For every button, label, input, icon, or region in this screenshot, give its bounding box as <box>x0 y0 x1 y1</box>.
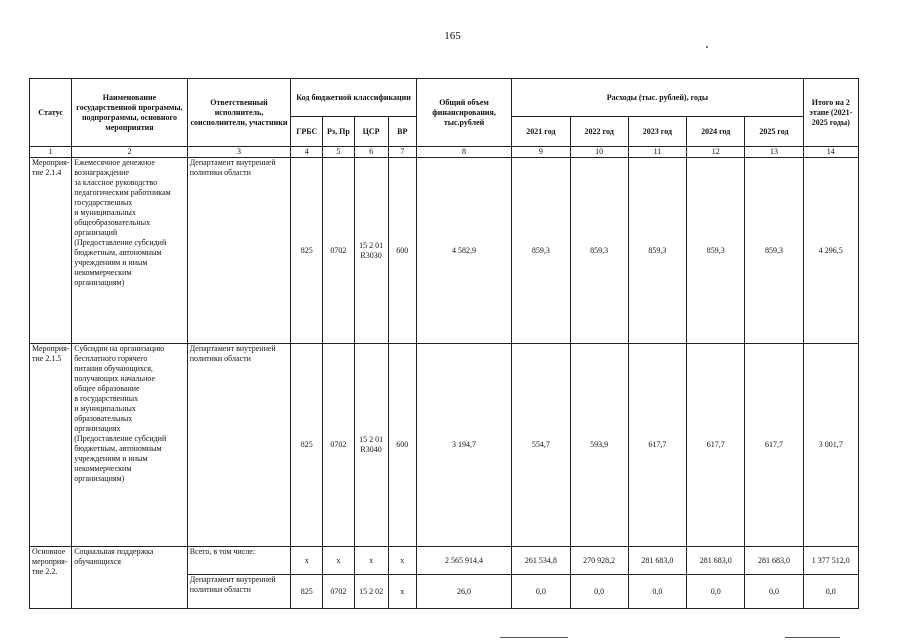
row-responsible: Департамент внутренней политики области <box>187 158 290 344</box>
col-number: 8 <box>416 147 511 158</box>
header-2022: 2022 год <box>570 117 628 147</box>
row-2025: 617,7 <box>745 344 803 547</box>
row-grbs: х <box>291 547 323 575</box>
col-number: 4 <box>291 147 323 158</box>
col-number: 13 <box>745 147 803 158</box>
row-responsible: Департамент внутренней политики области <box>187 344 290 547</box>
row-2024: 281 683,0 <box>687 547 745 575</box>
row-2024: 859,3 <box>687 158 745 344</box>
col-number: 1 <box>30 147 72 158</box>
col-number: 6 <box>354 147 388 158</box>
col-number: 12 <box>687 147 745 158</box>
row-2024: 617,7 <box>687 344 745 547</box>
header-grbs: ГРБС <box>291 117 323 147</box>
row-status: Мероприя-тие 2.1.4 <box>30 158 72 344</box>
col-number: 10 <box>570 147 628 158</box>
row-csr: х <box>354 547 388 575</box>
budget-table <box>29 78 859 609</box>
row-stage-total: 1 377 512,0 <box>803 547 858 575</box>
header-expenses: Расходы (тыс. рублей), годы <box>512 79 803 117</box>
row-stage-total: 3 001,7 <box>803 344 858 547</box>
row-2021: 0,0 <box>512 575 570 609</box>
row-2022: 0,0 <box>570 575 628 609</box>
col-number: 2 <box>72 147 188 158</box>
header-budget-code: Код бюджетной классификации <box>291 79 417 117</box>
row-name: Социальная поддержка обучающихся <box>72 547 188 609</box>
row-grbs: 825 <box>291 575 323 609</box>
row-stage-total: 0,0 <box>803 575 858 609</box>
header-2021: 2021 год <box>512 117 570 147</box>
row-rz-pr: х <box>323 547 354 575</box>
header-rz-pr: Рз, Пр <box>323 117 354 147</box>
row-grbs: 825 <box>291 344 323 547</box>
col-number: 11 <box>628 147 686 158</box>
row-2025: 281 683,0 <box>745 547 803 575</box>
col-number: 7 <box>388 147 416 158</box>
header-status: Статус <box>30 79 72 147</box>
header-name: Наименование государственной программы, подпрограммы, основного мероприятия <box>72 79 188 147</box>
row-rz-pr: 0702 <box>323 344 354 547</box>
col-number: 9 <box>512 147 570 158</box>
row-vr: 600 <box>388 158 416 344</box>
row-vr: х <box>388 547 416 575</box>
row-2021: 859,3 <box>512 158 570 344</box>
header-responsible: Ответственный исполнитель, соисполнители, участники <box>187 79 290 147</box>
scan-line <box>785 637 840 638</box>
header-total-volume: Общий объем финансирования, тыс.рублей <box>416 79 511 147</box>
row-grbs: 825 <box>291 158 323 344</box>
row-csr: 15 2 01 R3030 <box>354 158 388 344</box>
table-row <box>30 547 859 575</box>
col-number: 5 <box>323 147 354 158</box>
table-row <box>30 344 859 547</box>
header-2024: 2024 год <box>687 117 745 147</box>
row-2024: 0,0 <box>687 575 745 609</box>
scan-speck <box>706 46 708 48</box>
row-status: Мероприя-тие 2.1.5 <box>30 344 72 547</box>
column-number-row <box>30 147 859 158</box>
row-total: 2 565 914,4 <box>416 547 511 575</box>
row-status: Основное мероприя-тие 2.2. <box>30 547 72 609</box>
row-vr: 600 <box>388 344 416 547</box>
row-2021: 554,7 <box>512 344 570 547</box>
row-stage-total: 4 296,5 <box>803 158 858 344</box>
table-row <box>30 158 859 344</box>
row-2021: 261 534,8 <box>512 547 570 575</box>
row-name: Ежемесячное денежное вознаграждение за классное руководство педагогическим работникам государственных и муниципальных общеобразовательных организаций (Предоставление субсидий бюджетным, автономным учреждениям и иным некоммерческим организациям) <box>72 158 188 344</box>
row-2023: 859,3 <box>628 158 686 344</box>
header-2023: 2023 год <box>628 117 686 147</box>
row-csr: 15 2 02 <box>354 575 388 609</box>
row-2022: 859,3 <box>570 158 628 344</box>
header-vr: ВР <box>388 117 416 147</box>
row-total: 4 582,9 <box>416 158 511 344</box>
col-number: 3 <box>187 147 290 158</box>
header-row-1 <box>30 79 859 117</box>
row-2023: 281 683,0 <box>628 547 686 575</box>
row-total: 26,0 <box>416 575 511 609</box>
row-rz-pr: 0702 <box>323 575 354 609</box>
page-number: 165 <box>444 30 461 42</box>
row-rz-pr: 0702 <box>323 158 354 344</box>
col-number: 14 <box>803 147 858 158</box>
scan-line <box>500 637 568 638</box>
row-2023: 0,0 <box>628 575 686 609</box>
row-2022: 593,9 <box>570 344 628 547</box>
row-2025: 0,0 <box>745 575 803 609</box>
row-responsible: Всего, в том числе: <box>187 547 290 575</box>
row-name: Субсидии на организацию бесплатного горячего питания обучающихся, получающих начальное общее образование в государственных и муниципальных образовательных организациях (Предоставление субсидий бюджетным, автономным учреждениям и иным некоммерческим организациям) <box>72 344 188 547</box>
header-stage-total: Итого на 2 этапе (2021-2025 годы) <box>803 79 858 147</box>
header-csr: ЦСР <box>354 117 388 147</box>
row-2023: 617,7 <box>628 344 686 547</box>
header-2025: 2025 год <box>745 117 803 147</box>
row-2022: 270 928,2 <box>570 547 628 575</box>
row-responsible: Департамент внутренней политики области <box>187 575 290 609</box>
row-csr: 15 2 01 R3040 <box>354 344 388 547</box>
row-2025: 859,3 <box>745 158 803 344</box>
row-vr: х <box>388 575 416 609</box>
row-total: 3 194,7 <box>416 344 511 547</box>
